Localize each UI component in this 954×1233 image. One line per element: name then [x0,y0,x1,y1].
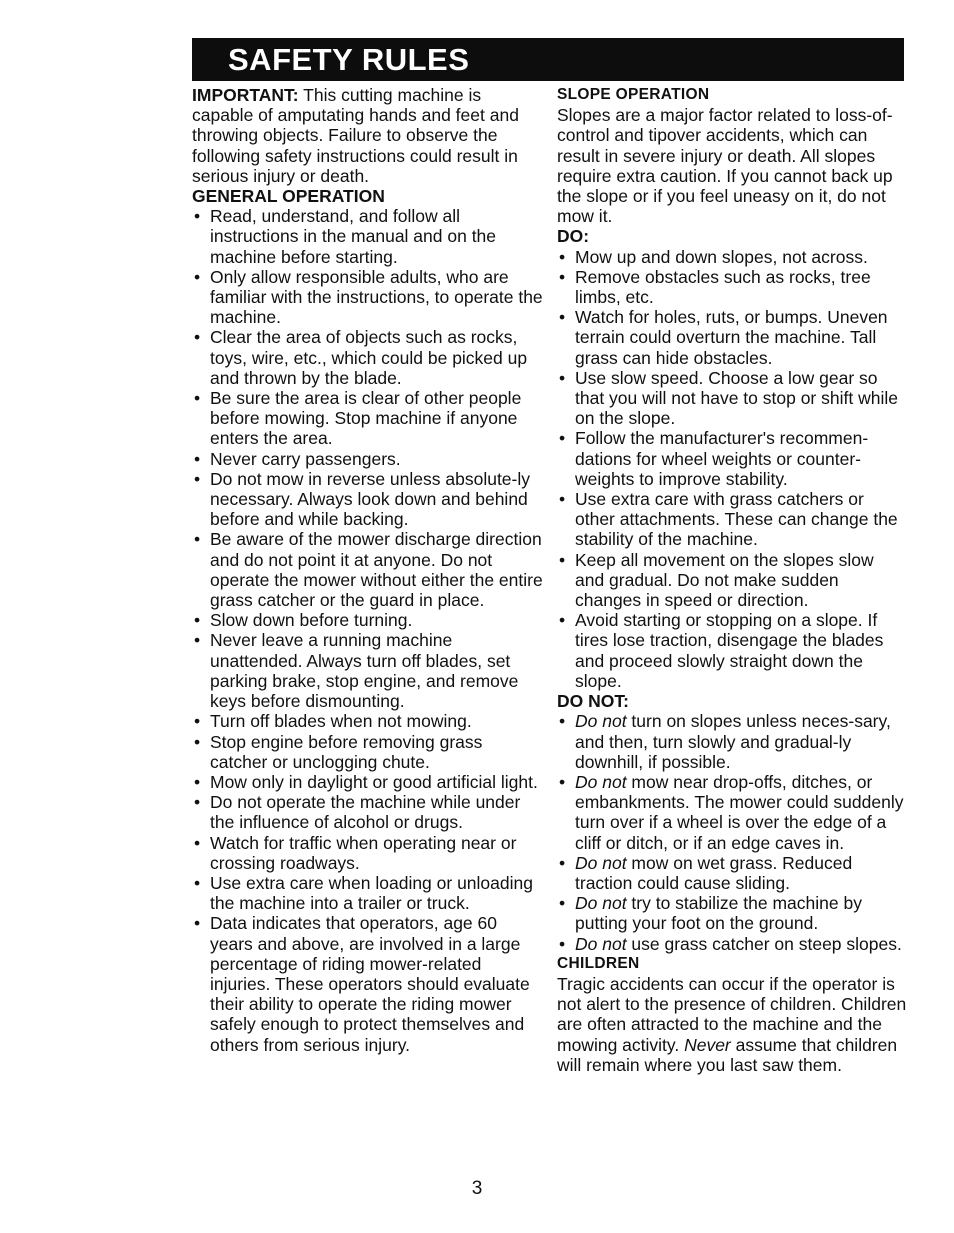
do-not-prefix: Do not [575,933,627,954]
list-item: • Only allow responsible adults, who are familiar with the instructions, to operate the machine. [192,267,544,328]
list-item [557,853,907,893]
important-text: This cutting machine is capable of amputating hands and feet and throwing objects. Failure to observe the following safety instructions could result in serious injury or death. [192,85,519,186]
right-column [557,85,907,1075]
do-not-text: mow near drop-offs, ditches, or embankments. The mower could suddenly turn over if a wheel is over the edge of a cliff or ditch, or if an edge caves in. [575,771,904,853]
list-item: • Keep all movement on the slopes slow and gradual. Do not make sudden changes in speed or direction. [557,550,907,611]
list-item: • Never leave a running machine unattended. Always turn off blades, set parking brake, stop engine, and remove keys before dismounting. [192,630,544,711]
children-text-after: assume that children will remain where you last saw them. [557,1034,898,1075]
do-not-text: turn on slopes unless neces-sary, and then, turn slowly and gradual-ly downhill, if possible. [575,711,891,772]
list-item: • Be sure the area is clear of other people before mowing. Stop machine if anyone enters the area. [192,388,544,449]
list-item: • Clear the area of objects such as rocks, toys, wire, etc., which could be picked up and thrown by the blade. [192,327,544,388]
general-operation-heading: GENERAL OPERATION [192,186,385,207]
list-item: • Stop engine before removing grass catcher or unclogging chute. [192,732,544,772]
slope-operation-heading: SLOPE OPERATION [557,86,710,103]
list-item [557,711,907,772]
list-item: • Watch for holes, ruts, or bumps. Uneven terrain could overturn the machine. Tall grass can hide obstacles. [557,307,907,368]
list-item: • Do not mow in reverse unless absolute-ly necessary. Always look down and behind before and while backing. [192,469,544,530]
children-text-before: Tragic accidents can occur if the operator is not alert to the presence of children. Children are often attracted to the machine and the mowing activity. [557,973,907,1055]
children-heading: CHILDREN [557,954,640,972]
do-not-heading: DO NOT: [557,691,629,712]
list-item: • Watch for traffic when operating near or crossing roadways. [192,833,544,873]
list-item [557,893,907,933]
do-not-prefix: Do not [575,711,627,732]
children-emphasis: Never [684,1034,731,1055]
slope-intro-text: Slopes are a major factor related to loss-of-control and tipover accidents, which can result in severe injury or death. All slopes require extra caution. If you cannot back up the slope or if you feel uneasy on it, do not mow it. [557,105,893,227]
list-item: • Slow down before turning. [192,610,544,630]
do-heading: DO: [557,226,590,247]
do-not-text: use grass catcher on steep slopes. [626,933,902,954]
do-not-prefix: Do not [575,771,627,792]
do-list [557,247,907,691]
list-item: • Turn off blades when not mowing. [192,711,544,731]
children-text [557,974,907,1075]
list-item: • Data indicates that operators, age 60 years and above, are involved in a large percentage of riding mower-related injuries. These operators should evaluate their ability to operate the riding mower safely enough to protect themselves and others from serious injury. [192,913,544,1054]
list-item: • Use extra care when loading or unloading the machine into a trailer or truck. [192,873,544,913]
page-title: SAFETY RULES [228,42,470,77]
list-item [557,772,907,853]
section-title-banner [192,38,904,81]
left-column [192,85,544,1055]
list-item: • Mow only in daylight or good artificial light. [192,772,544,792]
do-not-list [557,711,907,953]
list-item: • Use slow speed. Choose a low gear so that you will not have to stop or shift while on the slope. [557,368,907,429]
important-notice [192,85,544,186]
list-item [557,934,907,954]
do-not-prefix: Do not [575,852,627,873]
list-item: • Never carry passengers. [192,449,544,469]
list-item: • Use extra care with grass catchers or other attachments. These can change the stability of the machine. [557,489,907,550]
list-item: • Follow the manufacturer's recommen-dations for wheel weights or counter-weights to improve stability. [557,428,907,489]
list-item: • Be aware of the mower discharge direction and do not point it at anyone. Do not operate the mower without either the entire grass catcher or the guard in place. [192,529,544,610]
important-label: IMPORTANT: [192,85,299,105]
do-not-text: try to stabilize the machine by putting your foot on the ground. [575,893,862,934]
do-not-text: mow on wet grass. Reduced traction could cause sliding. [575,852,853,893]
page-number: 3 [471,1178,483,1199]
general-operation-list [192,206,544,1055]
list-item: • Remove obstacles such as rocks, tree limbs, etc. [557,267,907,307]
list-item: • Read, understand, and follow all instructions in the manual and on the machine before starting. [192,206,544,267]
list-item: • Do not operate the machine while under the influence of alcohol or drugs. [192,792,544,832]
do-not-prefix: Do not [575,893,627,914]
list-item: • Avoid starting or stopping on a slope. If tires lose traction, disengage the blades and proceed slowly straight down the slope. [557,610,907,691]
list-item: • Mow up and down slopes, not across. [557,247,907,267]
